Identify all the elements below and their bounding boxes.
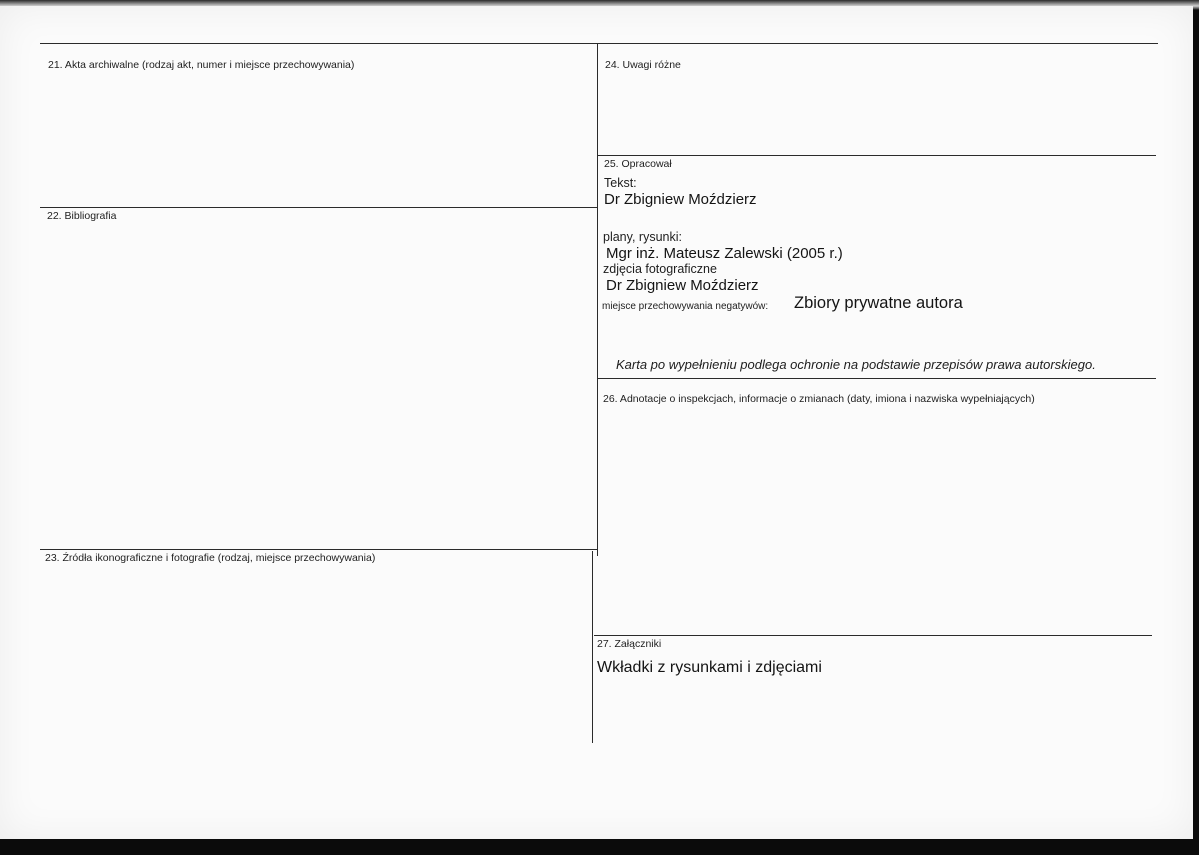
section-21-label: 21. Akta archiwalne (rodzaj akt, numer i miejsce przechowywania) <box>48 59 355 71</box>
section-23-label: 23. Źródła ikonograficzne i fotografie (rodzaj, miejsce przechowywania) <box>45 552 376 564</box>
text-author-label: Tekst: <box>604 176 637 190</box>
text-author-value: Dr Zbigniew Moździerz <box>604 191 757 208</box>
copyright-notice: Karta po wypełnieniu podlega ochronie na podstawie przepisów prawa autorskiego. <box>616 357 1096 372</box>
column-divider-lower <box>592 551 593 743</box>
drawings-label: plany, rysunki: <box>603 230 682 244</box>
section-22-divider <box>40 207 597 208</box>
section-26-divider <box>598 378 1156 379</box>
section-27-divider <box>594 635 1152 636</box>
section-25-label: 25. Opracował <box>604 158 672 170</box>
section-27-label: 27. Załączniki <box>597 638 662 650</box>
section-24-label: 24. Uwagi różne <box>605 59 681 71</box>
section-22-label: 22. Bibliografia <box>47 210 117 222</box>
section-23-divider <box>40 549 597 550</box>
column-divider-upper <box>597 43 598 556</box>
negatives-value: Zbiory prywatne autora <box>794 294 963 312</box>
photos-label: zdjęcia fotograficzne <box>603 262 717 276</box>
photos-author-value: Dr Zbigniew Moździerz <box>606 277 759 294</box>
negatives-label: miejsce przechowywania negatywów: <box>602 301 769 312</box>
section-26-label: 26. Adnotacje o inspekcjach, informacje o zmianach (daty, imiona i nazwiska wypełniających) <box>603 393 1035 405</box>
section-25-divider <box>598 155 1156 156</box>
drawings-author-value: Mgr inż. Mateusz Zalewski (2005 r.) <box>606 245 843 262</box>
form-sheet <box>0 6 1193 839</box>
top-border-line <box>40 43 1158 44</box>
section-27-value: Wkładki z rysunkami i zdjęciami <box>597 659 822 676</box>
